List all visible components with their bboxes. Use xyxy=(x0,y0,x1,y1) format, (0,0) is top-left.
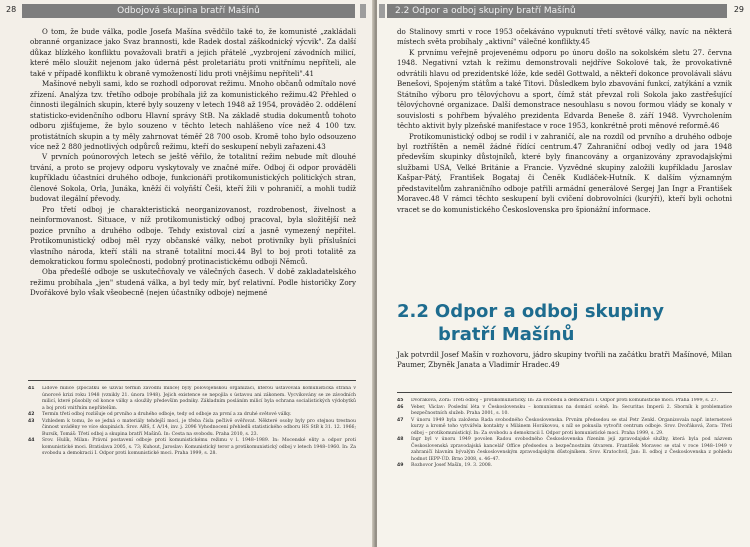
right-page xyxy=(377,0,750,547)
paragraph: Oba předešlé odboje se uskutečňovaly ve válečných časech. V době zakladatelského režimu probíhala „jen" studená válka, a byl tedy mír, byť relativní. Podle historičky Zory Dvořákové bylo však všeobecně (nejen účastníky odboje) nejmené xyxy=(30,267,356,298)
paragraph: Pro třetí odboj je charakteristická neorganizovanost, rozdrobenost, živelnost a neinformovanost. Situace, v níž protikomunistický odboj pracoval, byla složitější než pozice prvního a druhého odboje. Tehdy existoval cizí a jasně vymezený nepřítel. Protikomunistický odboj měl ryzy občanské války, nebot protivníky byli příslušníci vlastního národa, kteří stáli na straně totalitní moci.44 Byl to boj proti totalitě za demokratickou formu společnosti, podobný protinacistickému odboji Němců. xyxy=(30,204,356,266)
section-title-line2: bratří Mašínů xyxy=(438,324,575,345)
footnote: 43 Vzhledem k tomu, že se jedná o materiály tehdejší moci, je třeba čísla pečlivě ověřovat. Některé osoby byly pro stejnou trestnou činnost uváděny ve více skupinách. Srov. ABS, f. A/14, inv. j. 2096 Vyhodnocení přehledů statistického odboru HS StB k 31. 12. 1966; Bursík, Tomáš: Třetí odboj a skupina bratří Mašínů. In: Cesta na svobodu. Praha 2010, s. 23. xyxy=(28,418,356,437)
right-body-text xyxy=(397,27,732,267)
footnotes-right xyxy=(397,398,732,528)
paragraph: O tom, že bude válka, podle Josefa Mašína svědčilo také to, že komunisté „zakládali obranné organizace jako Svaz brannosti, kde Radek dostal záškodnický výcvik". Za další důkaz blízkého konfliktu považovali bratři a jejich přátelé „vyzbrojení závodních milicí, které mělo sloužit nejenom jako úderná pěst proletariátu proti vnitřnímu nepříteli, ale také v případě konfliktu k obraně vymožeností lidu proti vnějšímu nepříteli".41 xyxy=(30,27,356,78)
section-title-line1: Odpor a odboj skupiny xyxy=(434,301,664,322)
paragraph: Jak potvrdil Josef Mašín v rozhovoru, jádro skupiny tvořili na začátku bratři Mašínové, Milan Paumer, Zbyněk Janata a Vladimír Hradec.49 xyxy=(397,350,732,370)
footnote: 49 Rozhovor Josef Mašín, 19. 3. 2008. xyxy=(397,463,493,469)
left-body-text xyxy=(30,27,356,373)
footnote-rule-right xyxy=(397,392,732,393)
footnote: 44 Srov. Hulík, Milan: Právní postavení odboje proti komunistickému režimu v l. 1948–1989. In: Mocenské elity a odpor proti komunistické moci. Bratislava 2005, s. 73; Kuhout, Jaroslav: Komunistický teror a protikomunistický odboj v letech 1948–1960. In: Za svobodu a demokracii I. Odpor proti komunistické moci. Praha 1999, s. 28. xyxy=(28,438,356,457)
page-number-left: 28 xyxy=(6,5,17,14)
section-intro-text xyxy=(397,350,732,371)
paragraph: K prvnímu veřejně projevenému odporu po únoru došlo na sokolském sletu 27. června 1948. Negativní vztah k režimu demonstrovali nejdříve Sokolové tak, že provokativně odvrátili hlavu od prezidentské lóže, kde seděl Gottwald, a někteří dokonce provolávali slávu Benešovi, Spojeným státům a také Titovi. Důsledkem bylo zbavování funkcí, zatýkání a vznik Státního výboru pro tělovýchovu a sport, čímž stát převzal roli Sokola jako zastřešující tělovýchovné organizace. Další demonstrace nesouhlasu s novou formou vlády se konaly v souvislosti s pohřbem bývalého prezidenta Edvarda Beneše 8. září 1948. Vyvrcholením těchto aktivit byly plzeňské manifestace v roce 1953, konkrétně proti měnové reformě.46 xyxy=(397,47,732,131)
footnotes-left xyxy=(28,386,356,524)
header-tab-left xyxy=(360,4,366,18)
header-tab-right xyxy=(379,4,385,18)
footnote: 42 Termín třetí odboj rozlišuje od prvního a druhého odboje, tedy od odboje za první a za druhé světové války. xyxy=(28,412,292,418)
footnote: 41 Lidové milice (zpočátku se užíval termín závodní milice) byly polovojenskou organizací, kterou ustavovala komunistická strana v únorové krizi roku 1948 (vznikly 21. února 1948). Jejich existence se nepojila s ústavou ani zákonem. Vycvikovány se ze závodních milicí, které působily od konce války a sloužily především podniky. Základním posláním milicí byla ochrana socialistických výdobytků a boj proti vnitřním nepřátelům. xyxy=(28,386,356,411)
page-number-right: 29 xyxy=(733,5,744,14)
paragraph: Protikomunistický odboj se rodil i v zahraničí, ale na rozdíl od prvního a druhého odboje byl roztříštěn a neměl žádné řídící centrum.47 Zahraniční odboj vedly od jara 1948 především skupinky důstojníků, které byly financovány a organizovány zpravodajskými službami USA, Velké Británie a Francie. Vyzvědné skupiny založili kupříkladu Jaroslav Kašpar-Pátý, František Bogataj či Čeněk Kudláček-Hutník. K dalším významným představitelům zahraničního odboje patřili armádní generálové Sergej Jan Ingr a František Moravec.48 V rámci těchto seskupení byli cvičení dobrovolníci (kurýři), kteří byli ochotni vracet se do komunistického Československa pro špionážní informace. xyxy=(397,131,732,214)
footnote: 46 Veber, Václav: Poslední léta v Československu – komunismus na domácí scéně. In: Securitas Imperii 2. Sborník k problematice bezpečnostních služeb. Praha 2001, s. 10. xyxy=(397,404,732,417)
section-heading xyxy=(397,300,727,346)
footnote: 45 Dvořáková, Zora: Třetí odboj – protikomunistický. In: Za svobodu a demokracii I. Odpor proti komunistické moci. Praha 1999, s. 27. xyxy=(397,398,719,403)
footnote: 47 V únoru 1949 byla založena Rada svobodného Československa. Prvním předsedou se stal Petr Zenkl. Organizovala např. internetové kurzy a kromě toho vytvářela kontakty s Milánem Horákovou, s níž se pokusila vytvořit centrum odboje. Srov. Dvořáková, Zora: Třetí odboj – protikomunistický. In: Za svobodu a demokracii I. Odpor proti komunistické moci. Praha 1999, s. 29. xyxy=(397,417,732,436)
section-number: 2.2 xyxy=(397,301,429,322)
paragraph: do Stalinovy smrti v roce 1953 očekáváno vypuknutí třetí světové války, navíc na některá místech světa probíhaly „aktivní" válečné konflikty.45 xyxy=(397,27,732,47)
footnote: 48 Ingr byl v únoru 1949 povolen Radou svobodného Československa řízením její zpravodajské služby, která byla pod názvem Československá zpravodajská kancelář Office předsedou a bezpečnostním útvarem. František Moravec se stal v roce 1948–1949 v zahraničí hlavním bývalým československým zpravodajským důstojníkem. Srov. Kratochvíl, Jan: Il. odboj z Československa z pohledu hodnot IEPP-ÚD. Brno 2008, s. 46–47. xyxy=(397,437,732,462)
paragraph: Mašínové nebyli sami, kdo se rozhodl odporovat režimu. Mnoho občanů odmítalo nové zřízení. Analýza tzv. třetího odboje probíhala již za komunistického režimu.42 Přehled o činnosti ilegálních skupin, které byly souzeny v letech 1948 až 1954, prováděo 2. oddělení statisticko-evidenčního odboru Hlavní správy StB. Na základě studia dokumentů tohoto odboru zjišťujeme, že bylo souzeno v těchto letech nahlášeno více než 4 100 tzv. protistátních skupin a ty měly zahrnovat téměř 28 700 osob. Kromě toho bylo odsouzeno více než 2 880 jednotlivých odpůrců režimu, kteří do seskupení nebyli zařazeni.43 xyxy=(30,79,356,151)
footnote-rule-left xyxy=(28,380,356,381)
paragraph: V prvních poúnorových letech se ještě věřilo, že totalitní režim nebude mít dlouhé trvání, a proto se projevy odporu vyskytovaly ve značné míře. Odboj či odpor prováděli kupříkladu účastníci druhého odboje, funkcionáři protikomunistických politických stran, členové Sokola, Orla, Junáka, kněží či volyňští Češi, kteří žili v pohraničí, a mohli tudíž budovat ilegální převody. xyxy=(30,152,356,204)
running-header-right: 2.2 Odpor a odboj skupiny bratří Mašínů xyxy=(387,4,727,18)
running-header-left: Odbojová skupina bratří Mašínů xyxy=(22,4,355,18)
